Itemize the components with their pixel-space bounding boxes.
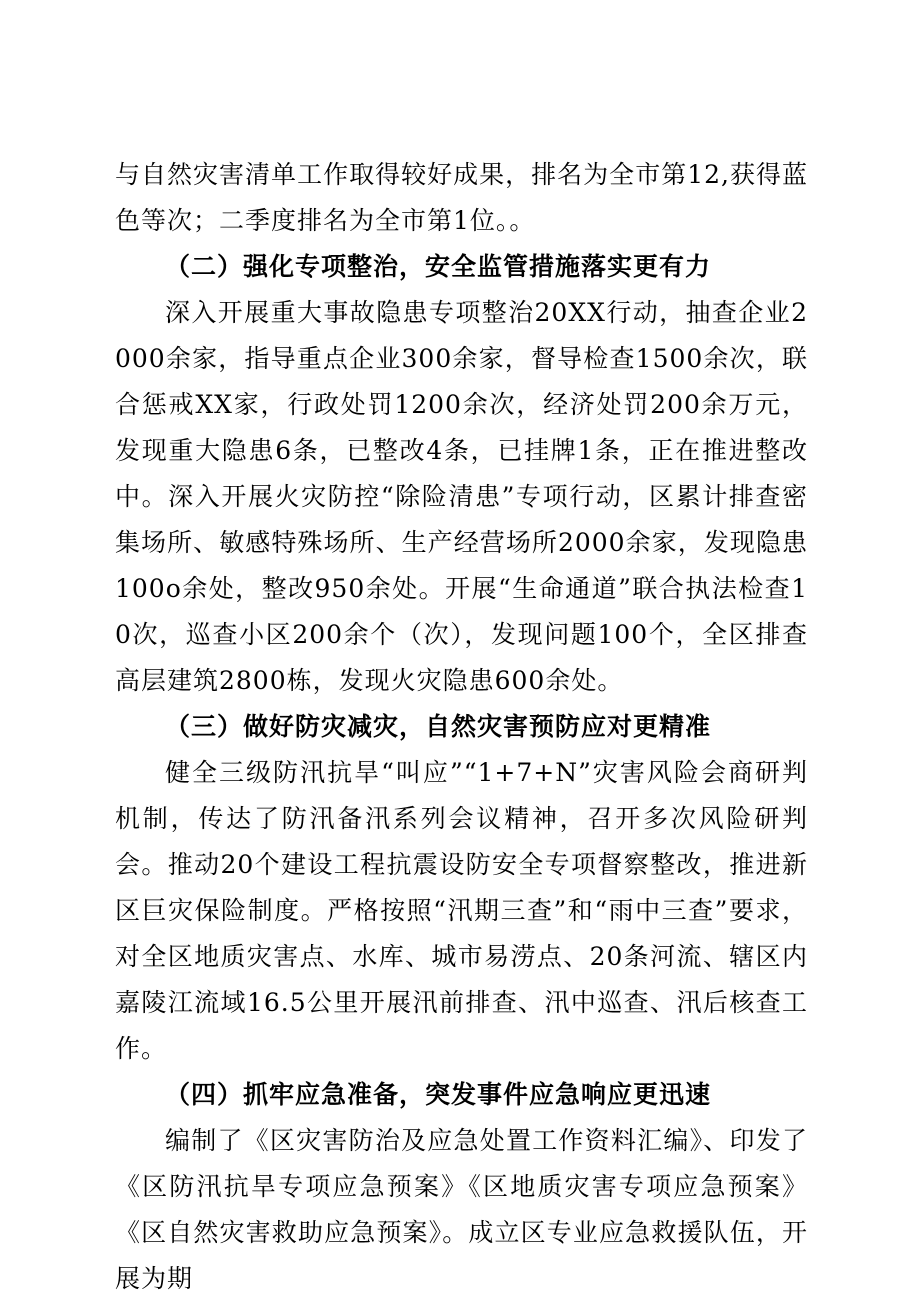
document-content [115,152,808,1301]
section-heading: （四）抓牢应急准备，突发事件应急响应更迅速 [165,1080,712,1109]
section-heading: （二）强化专项整治，安全监管措施落实更有力 [165,252,712,281]
paragraph: 编制了《区灾害防治及应急处置工作资料汇编》、印发了《区防汛抗旱专项应急预案》《区地质灾害专项应急预案》《区自然灾害救助应急预案》。成立区专业应急救援队伍，开展为期 [115,1126,808,1293]
paragraph: 与自然灾害清单工作取得较好成果，排名为全市第12,获得蓝色等次；二季度排名为全市第1位。。 [115,160,808,235]
paragraph: 健全三级防汛抗旱“叫应”“1+7+N”灾害风险会商研判机制，传达了防汛备汛系列会议精神，召开多次风险研判会。推动20个建设工程抗震设防安全专项督察整改，推进新区巨灾保险制度。严格按照“汛期三查”和“雨中三查”要求，对全区地质灾害点、水库、城市易涝点、20条河流、辖区内嘉陵江流域16.5公里开展汛前排查、汛中巡查、汛后核查工作。 [115,758,808,1063]
section-heading: （三）做好防灾减灾，自然灾害预防应对更精准 [165,712,712,741]
paragraph: 深入开展重大事故隐患专项整治20XX行动，抽查企业2000余家，指导重点企业300余家，督导检查1500余次，联合惩戒XX家，行政处罚1200余次，经济处罚200余万元，发现重大隐患6条，已整改4条，已挂牌1条，正在推进整改中。深入开展火灾防控“除险清患”专项行动，区累计排查密集场所、敏感特殊场所、生产经营场所2000余家，发现隐患100o余处，整改950余处。开展“生命通道”联合执法检查10次，巡查小区200余个（次），发现问题100个，全区排查高层建筑2800栋，发现火灾隐患600余处。 [115,298,808,695]
